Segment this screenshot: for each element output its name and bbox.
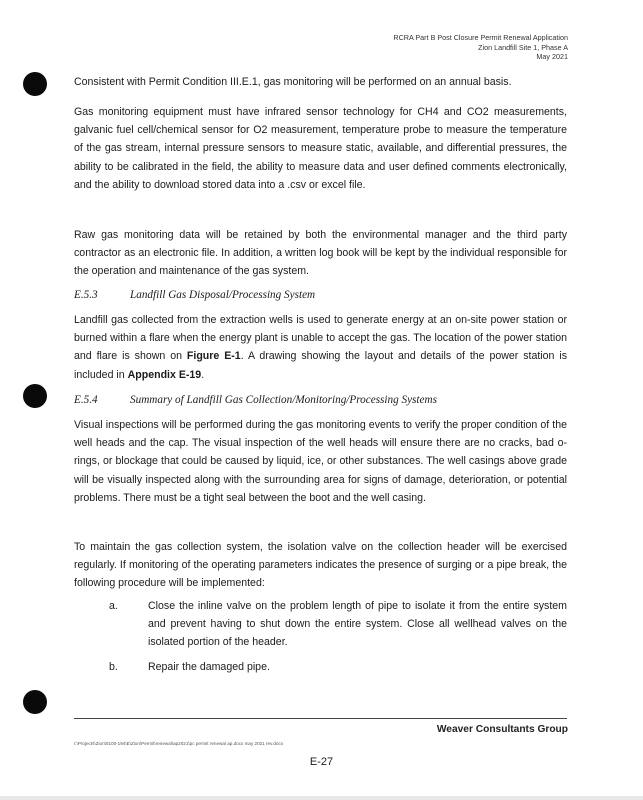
binder-hole-top [23,72,47,96]
section-title: Landfill Gas Disposal/Processing System [130,289,316,301]
binder-hole-bottom [23,690,47,714]
paragraph-data-retention: Raw gas monitoring data will be retained by both the environmental manager and the third party contractor as an electronic file. In addition, a written log book will be kept by the individual responsible for the operation and maintenance of the gas system. [74,229,567,278]
header-date: May 2021 [536,52,568,62]
text-run: Landfill gas collected from the extraction wells is used to generate energy at an on-site power station or burned within a flare when the energy plant is unable to accept the gas. The location of the power station and flare is shown on [74,314,567,363]
section-number: E.5.3 [74,289,98,301]
section-heading-e54 [74,394,437,406]
text-run: . A drawing showing the layout and details of the power station is included in [74,350,567,381]
figure-reference: Figure E-1 [186,350,241,363]
paragraph-disposal-system [74,311,567,384]
header-title: RCRA Part B Post Closure Permit Renewal Application [393,33,568,42]
section-title: Summary of Landfill Gas Collection/Monitoring/Processing Systems [130,394,437,406]
list-item: Repair the damaged pipe. [148,661,270,673]
list-item: Close the inline valve on the problem length of pipe to isolate it from the entire system and prevent having to shut down the entire system. Close all wellhead valves on the isolated portion of the header. [148,600,567,649]
text-run: . [201,368,205,381]
paragraph-monitoring-frequency: Consistent with Permit Condition III.E.1, gas monitoring will be performed on an annual basis. [74,76,512,88]
list-marker: a. [109,600,118,612]
scan-edge [0,796,643,800]
section-number: E.5.4 [74,394,98,406]
page-number: E-27 [309,756,334,768]
binder-hole-middle [23,384,47,408]
appendix-reference: Appendix E-19 [127,368,202,381]
file-path: I:\Projects\Zion\0100-194\E\Zion\Permit\renewal\ap2021\pc permit renewal ap.docx may 2021 rev.docx [74,741,284,746]
header-site: Zion Landfill Site 1, Phase A [478,42,568,52]
paragraph-visual-inspections: Visual inspections will be performed during the gas monitoring events to verify the proper condition of the well heads and the cap. The visual inspection of the well heads will ensure there are no cracks, bad o-rings, or blockage that could be caused by liquid, ice, or other substances. The well casings above grade will be visually inspected along with the surrounding area for signs of damage, deterioration, or potential problems. There must be a tight seal between the boot and the well casing. [74,419,567,504]
running-header [393,33,568,62]
company-name: Weaver Consultants Group [436,724,568,735]
paragraph-maintenance: To maintain the gas collection system, the isolation valve on the collection header will be exercised regularly. If monitoring of the operating parameters indicates the presence of surging or a pipe break, the following procedure will be implemented: [74,541,567,590]
footer-rule [74,718,567,719]
paragraph-equipment-requirements: Gas monitoring equipment must have infrared sensor technology for CH4 and CO2 measurements, galvanic fuel cell/chemical sensor for O2 measurement, temperature probe to measure the temperature of the gas stream, internal pressure sensors to measure static, available, and differential pressures, the ability to be calibrated in the field, the ability to measure data and user defined comments electronically, and the ability to download stored data into a .csv or excel file. [74,106,567,191]
section-heading-e53 [74,289,315,301]
list-marker: b. [109,661,118,673]
